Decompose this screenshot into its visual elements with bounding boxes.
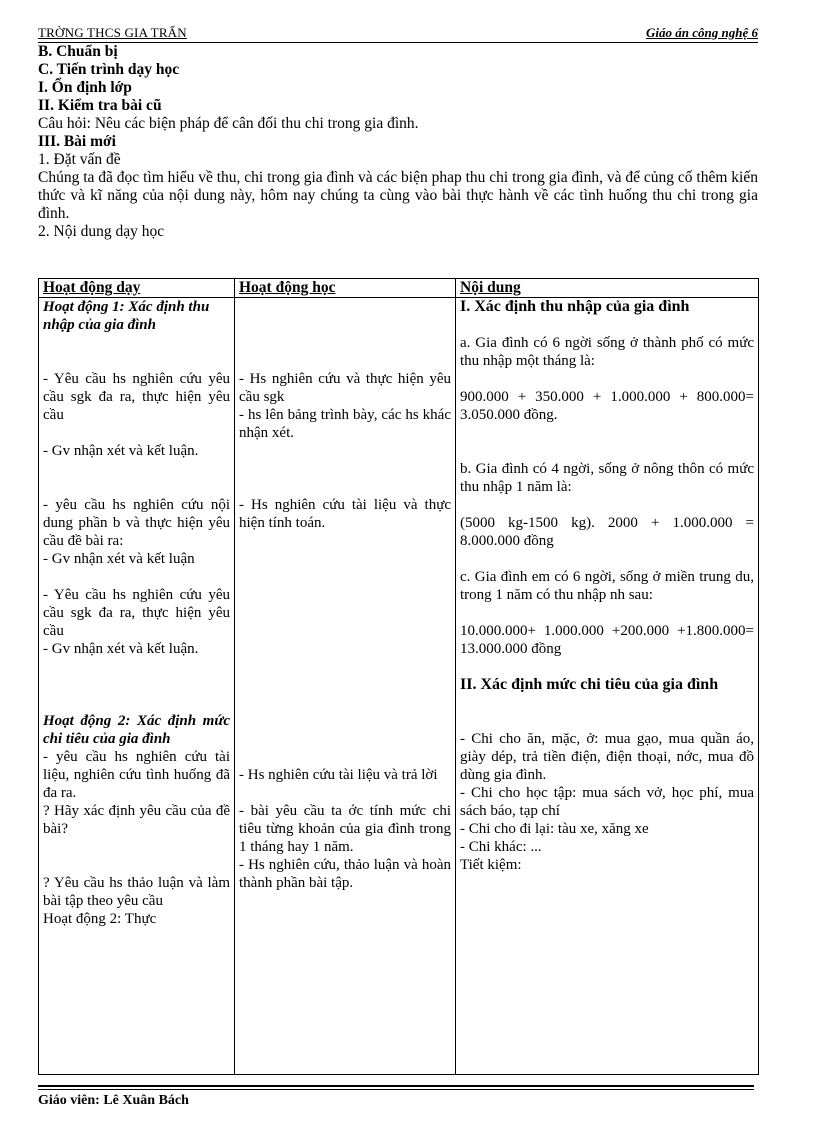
- lesson-table: [38, 278, 759, 1075]
- learn-step: - Hs nghiên cứu tài liệu và thực hiện tính toán.: [239, 497, 451, 531]
- content-section-2-heading: II. Xác định mức chi tiêu của gia đình: [460, 676, 719, 693]
- school-name: TRỜNG THCS GIA TRẤN: [38, 25, 187, 40]
- heading-process: C. Tiến trình dạy học: [38, 61, 180, 78]
- teaching-column: [39, 298, 235, 1075]
- content-calc: 900.000 + 350.000 + 1.000.000 + 800.000= 3.050.000 đồng.: [460, 389, 754, 423]
- content-text: a. Gia đình có 6 ngời sống ở thành phố có mức thu nhập một tháng là:: [460, 335, 754, 369]
- teacher-name: Giáo viên: Lê Xuân Bách: [38, 1093, 189, 1108]
- learn-step: - bài yêu cầu ta ớc tính mức chi tiêu từng khoản của gia đình trong 1 tháng hay 1 năm.: [239, 803, 451, 855]
- page-footer: [38, 1085, 754, 1109]
- page-header: [38, 26, 758, 43]
- content-calc: (5000 kg-1500 kg). 2000 + 1.000.000 = 8.000.000 đồng: [460, 515, 754, 549]
- content-calc: 10.000.000+ 1.000.000 +200.000 +1.800.000= 13.000.000 đồng: [460, 623, 754, 657]
- teach-step: - Gv nhận xét và kết luận.: [43, 443, 199, 459]
- table-row: [39, 298, 759, 1075]
- review-question: Câu hỏi: Nêu các biện pháp để cân đối thu chi trong gia đình.: [38, 115, 419, 132]
- intro-paragraph: Chúng ta đã đọc tìm hiểu về thu, chi trong gia đình và các biện phap thu chi trong gia đình, và để củng cố thêm kiến thức và kĩ năng của nội dung này, hôm nay chúng ta cùng vào bài thực hành về các tình huống thu chi trong gia đình.: [38, 169, 758, 222]
- content-text: - Chi cho ăn, mặc, ở: mua gạo, mua quần áo, giày dép, trả tiền điện, điện thoại, nớc, mua đồ dùng gia đình.: [460, 731, 754, 783]
- teach-step: Hoạt động 2: Thực: [43, 911, 157, 927]
- learn-step: - Hs nghiên cứu và thực hiện yêu cầu sgk: [239, 371, 451, 405]
- teach-step: - Yêu cầu hs nghiên cứu yêu cầu sgk đa ra, thực hiện yêu cầu: [43, 371, 230, 423]
- table-header-row: [39, 279, 759, 298]
- footer-rule: [38, 1089, 754, 1090]
- header-teaching: Hoạt động dạy: [39, 279, 235, 298]
- learn-step: - Hs nghiên cứu, thảo luận và hoàn thành phần bài tập.: [239, 857, 451, 891]
- content-section-1-heading: I. Xác định thu nhập của gia đình: [460, 298, 690, 315]
- subject-title: Giáo án công nghệ 6: [646, 25, 758, 40]
- heading-section-2: II. Kiểm tra bài cũ: [38, 97, 162, 114]
- lesson-intro: [38, 43, 758, 241]
- activity-1-title: Hoạt động 1: Xác định thu nhập của gia đình: [43, 299, 210, 333]
- header-learning: Hoạt động học: [235, 279, 456, 298]
- teach-step: ? Hãy xác định yêu cầu của đề bài?: [43, 803, 230, 837]
- item-teaching-content: 2. Nội dung dạy học: [38, 223, 165, 240]
- content-column: [456, 298, 759, 1075]
- content-text: - Chi khác: ...: [460, 839, 542, 855]
- teach-step: - Gv nhận xét và kết luận.: [43, 641, 199, 657]
- learn-step: - hs lên bảng trình bày, các hs khác nhận xét.: [239, 407, 451, 441]
- teach-step: - yêu cầu hs nghiên cứu nội dung phần b và thực hiện yêu cầu đề bài ra:: [43, 497, 230, 549]
- learn-step: - Hs nghiên cứu tài liệu và trả lời: [239, 767, 438, 783]
- teach-step: ? Yêu cầu hs thảo luận và làm bài tập theo yêu cầu: [43, 875, 230, 909]
- heading-section-3: III. Bài mới: [38, 133, 116, 150]
- activity-2-title: Hoạt động 2: Xác định mức chi tiêu của gia đình: [43, 713, 230, 747]
- content-text: - Chi cho đi lại: tàu xe, xăng xe: [460, 821, 649, 837]
- content-text: Tiết kiệm:: [460, 857, 522, 873]
- teach-step: - Yêu cầu hs nghiên cứu yêu cầu sgk đa ra, thực hiện yêu cầu: [43, 587, 230, 639]
- learning-column: [235, 298, 456, 1075]
- header-content: Nội dung: [456, 279, 759, 298]
- content-text: b. Gia đình có 4 ngời, sống ở nông thôn có mức thu nhập 1 năm là:: [460, 461, 754, 495]
- heading-section-1: I. Ổn định lớp: [38, 79, 132, 96]
- heading-preparation: B. Chuẩn bị: [38, 43, 118, 60]
- content-text: c. Gia đình em có 6 ngời, sống ở miền trung du, trong 1 năm có thu nhập nh sau:: [460, 569, 754, 603]
- footer-rule: [38, 1085, 754, 1087]
- teach-step: - Gv nhận xét và kết luận: [43, 551, 195, 567]
- teach-step: - yêu cầu hs nghiên cứu tài liệu, nghiên cứu tình huống đã đa ra.: [43, 749, 230, 801]
- content-text: - Chi cho học tập: mua sách vở, học phí, mua sách báo, tạp chí: [460, 785, 754, 819]
- item-problem-statement: 1. Đặt vấn đề: [38, 151, 121, 168]
